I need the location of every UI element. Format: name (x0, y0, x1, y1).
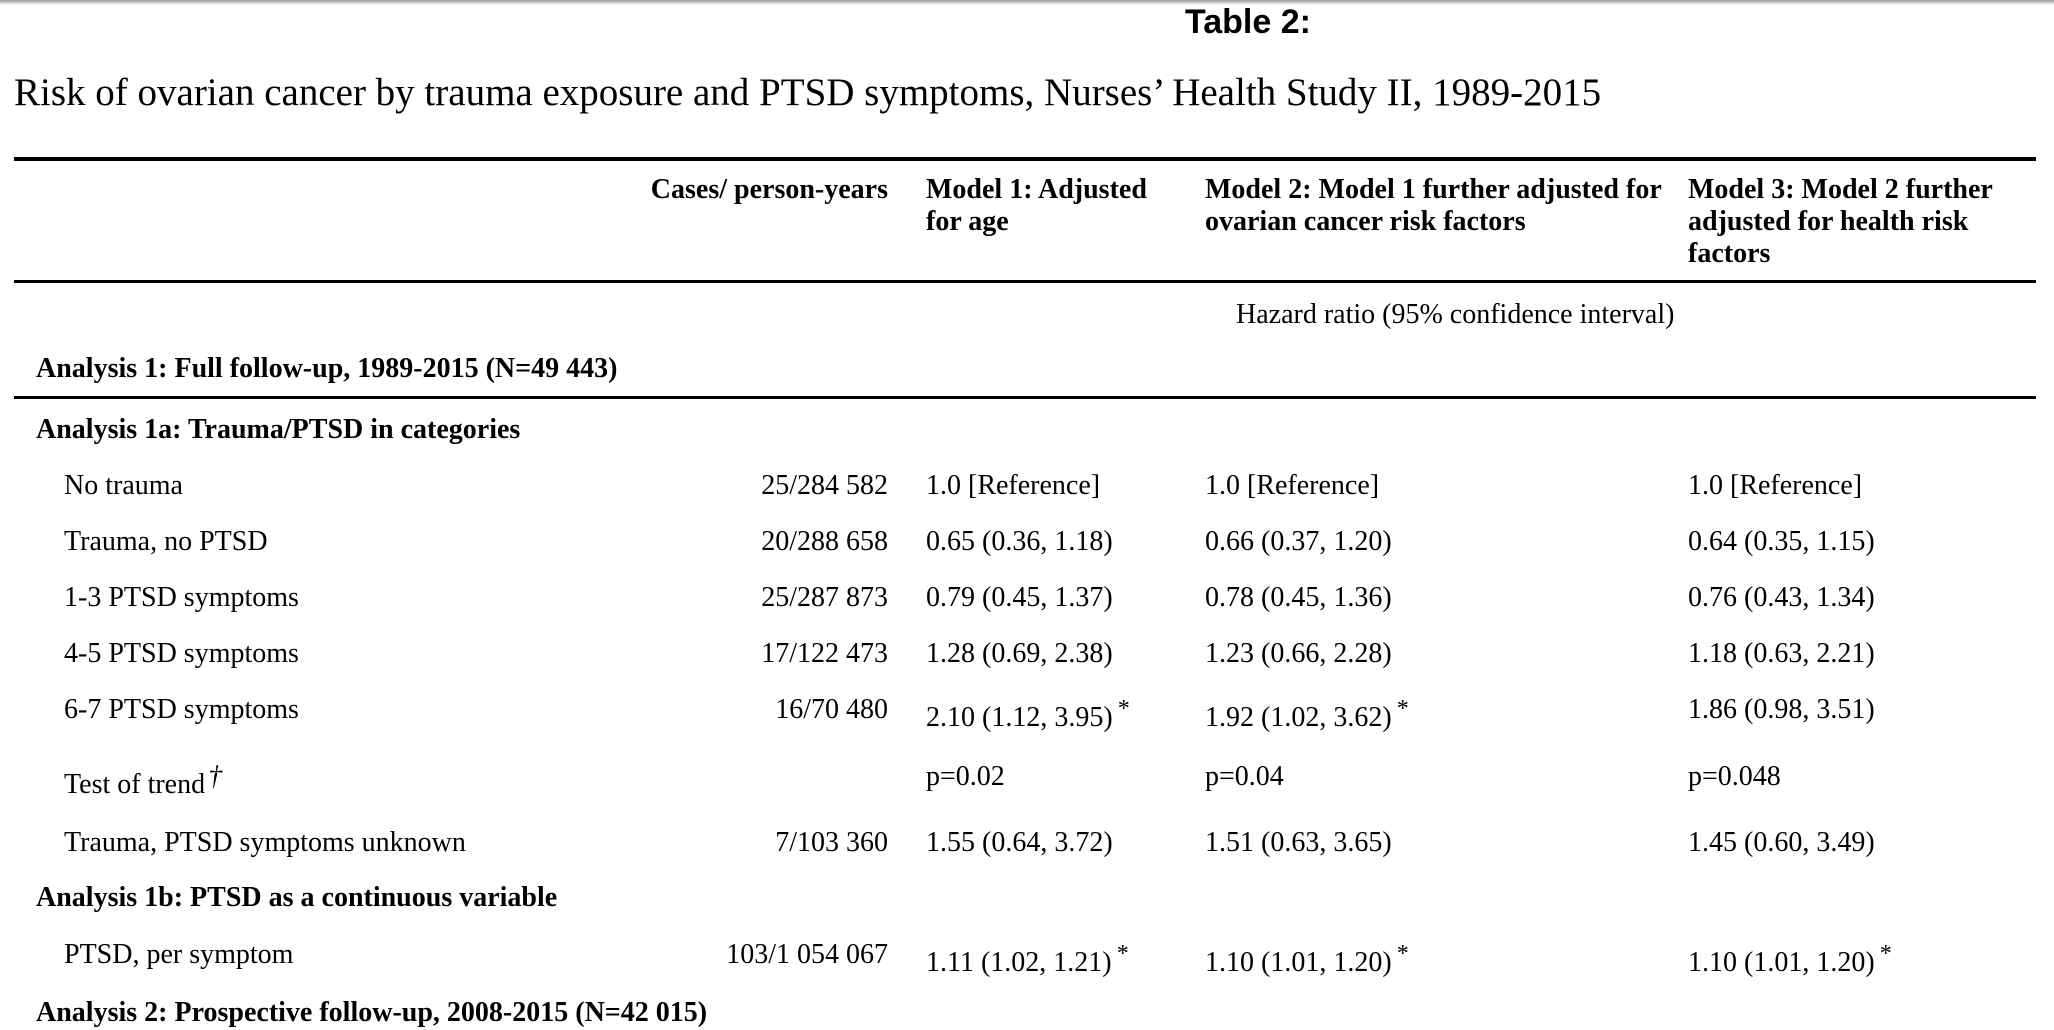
cell-value: 1.10 (1.01, 1.20) (1688, 947, 1875, 978)
cell-model3: 1.86 (0.98, 3.51) (1688, 694, 1875, 725)
significance-marker: * (1878, 940, 1891, 967)
cell-model2: 1.51 (0.63, 3.65) (1205, 827, 1392, 858)
row-label: 1-3 PTSD symptoms (64, 582, 299, 613)
table-row (0, 525, 2054, 569)
significance-marker: * (1116, 695, 1129, 722)
cell-model1: 1.55 (0.64, 3.72) (926, 827, 1113, 858)
cell-model2: 0.78 (0.45, 1.36) (1205, 582, 1392, 613)
table-row (0, 760, 2054, 804)
table-top-rule (14, 157, 2036, 161)
cell-value: 1.10 (1.01, 1.20) (1205, 947, 1392, 978)
table-row (0, 826, 2054, 870)
cell-model1 (926, 695, 1129, 735)
cell-model1 (926, 940, 1128, 980)
row-label: PTSD, per symptom (64, 939, 294, 970)
column-header-model1: Model 1: Adjusted for age (926, 174, 1147, 237)
cell-model3: 0.76 (0.43, 1.34) (1688, 582, 1875, 613)
significance-marker: * (1395, 695, 1408, 722)
section-rule (14, 396, 2036, 399)
cell-model3: 1.0 [Reference] (1688, 470, 1863, 501)
column-header-model3: Model 3: Model 2 further adjusted for health risk factors (1688, 174, 1993, 269)
cell-model1: 1.0 [Reference] (926, 470, 1101, 501)
cell-cases: 17/122 473 (761, 638, 888, 669)
table-row (0, 637, 2054, 681)
cell-model2: 0.66 (0.37, 1.20) (1205, 526, 1392, 557)
cell-model3: p=0.048 (1688, 761, 1781, 792)
cell-cases: 20/288 658 (761, 526, 888, 557)
column-header-model2: Model 2: Model 1 further adjusted for ovarian cancer risk factors (1205, 174, 1662, 237)
cell-cases: 103/1 054 067 (726, 939, 888, 970)
cell-model1: p=0.02 (926, 761, 1005, 792)
hazard-ratio-label: Hazard ratio (95% confidence interval) (1236, 299, 1675, 330)
cell-value: 1.11 (1.02, 1.21) (926, 947, 1112, 978)
section-heading-analysis1b: Analysis 1b: PTSD as a continuous variable (36, 882, 558, 913)
cell-model3: 1.45 (0.60, 3.49) (1688, 827, 1875, 858)
cell-model2 (1205, 695, 1408, 735)
row-label: 4-5 PTSD symptoms (64, 638, 299, 669)
cell-model1: 0.79 (0.45, 1.37) (926, 582, 1113, 613)
cell-model1: 1.28 (0.69, 2.38) (926, 638, 1113, 669)
cell-cases: 25/284 582 (761, 470, 888, 501)
cell-model2 (1205, 940, 1408, 980)
row-label (64, 761, 223, 802)
section-heading-analysis1: Analysis 1: Full follow-up, 1989-2015 (N=49 443) (36, 353, 618, 384)
table-row (0, 938, 2054, 982)
cell-value: 1.92 (1.02, 3.62) (1205, 702, 1392, 733)
cell-model1: 0.65 (0.36, 1.18) (926, 526, 1113, 557)
section-heading-analysis2: Analysis 2: Prospective follow-up, 2008-2015 (N=42 015) (36, 997, 708, 1028)
cell-cases: 7/103 360 (775, 827, 888, 858)
cell-model3 (1688, 940, 1891, 980)
trend-marker: † (208, 761, 223, 792)
table-row (0, 581, 2054, 625)
table-row (0, 469, 2054, 513)
cell-value: 2.10 (1.12, 3.95) (926, 702, 1113, 733)
cell-model3: 0.64 (0.35, 1.15) (1688, 526, 1875, 557)
row-label: Trauma, PTSD symptoms unknown (64, 827, 466, 858)
column-header-cases: Cases/ person-years (650, 174, 888, 205)
significance-marker: * (1395, 940, 1408, 967)
table-row (0, 693, 2054, 737)
row-label: No trauma (64, 470, 183, 501)
section-heading-analysis1a: Analysis 1a: Trauma/PTSD in categories (36, 414, 521, 445)
cell-model3: 1.18 (0.63, 2.21) (1688, 638, 1875, 669)
row-label: 6-7 PTSD symptoms (64, 694, 299, 725)
table-label: Table 2: (1185, 3, 1311, 41)
header-bottom-rule (14, 280, 2036, 283)
row-label-text: Test of trend (64, 769, 206, 800)
cell-cases: 25/287 873 (761, 582, 888, 613)
page-top-edge (0, 0, 2054, 5)
cell-model2: 1.23 (0.66, 2.28) (1205, 638, 1392, 669)
significance-marker: * (1115, 940, 1128, 967)
row-label: Trauma, no PTSD (64, 526, 268, 557)
table-caption: Risk of ovarian cancer by trauma exposure and PTSD symptoms, Nurses’ Health Study II, 1989-2015 (14, 71, 1602, 114)
cell-model2: p=0.04 (1205, 761, 1284, 792)
cell-model2: 1.0 [Reference] (1205, 470, 1380, 501)
cell-cases: 16/70 480 (775, 694, 888, 725)
